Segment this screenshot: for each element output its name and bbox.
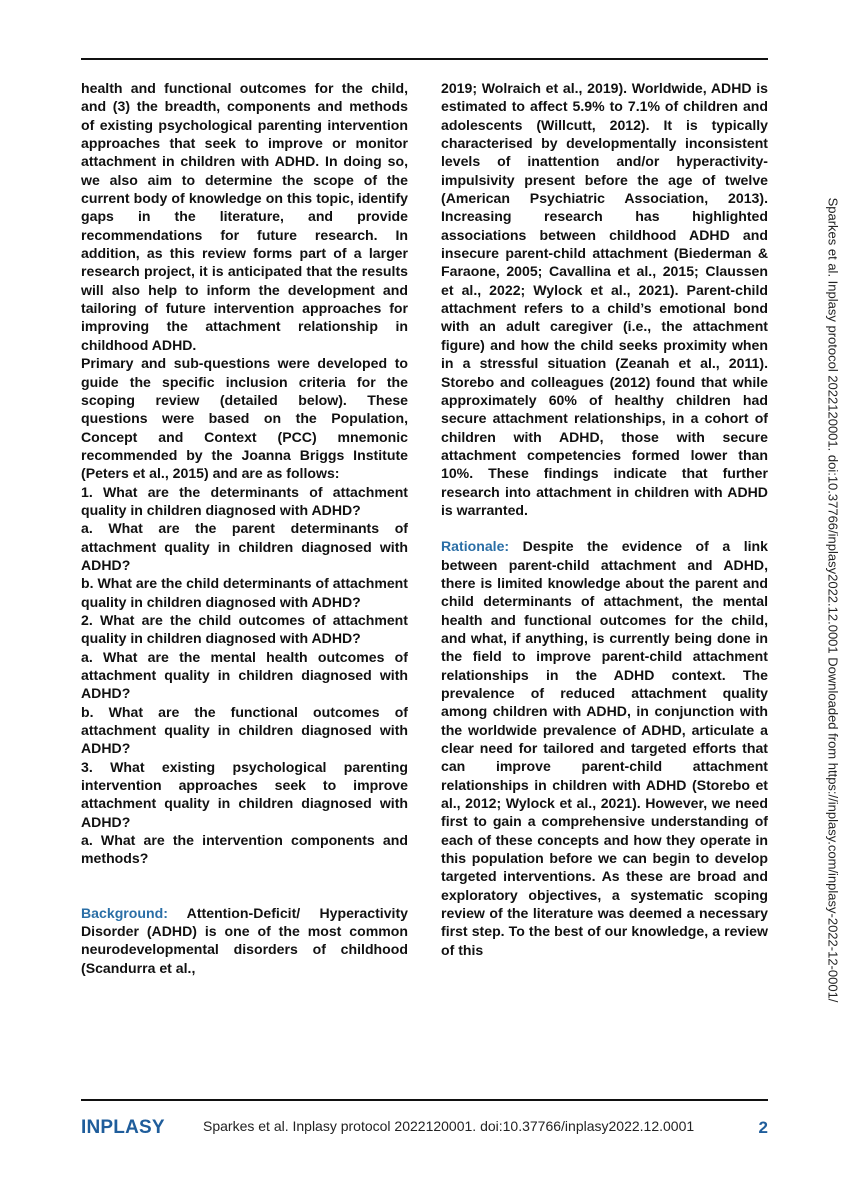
question-2a: a. What are the mental health outcomes of attachment quality in children diagnosed with ADHD?: [81, 648, 408, 702]
question-3a: a. What are the intervention components and methods?: [81, 832, 408, 867]
rationale-text: Despite the evidence of a link between parent-child attachment and ADHD, there is limited knowledge about the parent and child determinants of attachment, the mental health and functional outcomes for the child, and what, if anything, is currently being done in the field to improve parent-child attachment relationships in the ADHD context. The prevalence of reduced attachment quality among children with ADHD, in conjunction with the worldwide prevalence of ADHD, articulate a clear need for tailored and targeted efforts that can improve parent-child attachment relationships in children with ADHD (Storebo et al., 2012; Wylock et al., 2021). However, we need first to gain a comprehensive understanding of each of these concepts and how they operate in this population before we can begin to develop targeted interventions. As these are broad and exploratory objectives, a systematic scoping review of the literature was deemed a necessary first step. To the best of our knowledge, a review of this: [441, 538, 768, 958]
background-continued-paragraph: 2019; Wolraich et al., 2019). Worldwide, ADHD is estimated to affect 5.9% to 7.1% of children and adolescents (Willcutt, 2012). It is typically characterised by developmentally inconsistent levels of inattention and/or hyperactivity-impulsivity present before the age of twelve (American Psychiatric Association, 2013). Increasing research has highlighted associations between childhood ADHD and insecure parent-child attachment (Biederman & Faraone, 2005; Cavallina et al., 2015; Claussen et al., 2022; Wylock et al., 2021). Parent-child attachment refers to a child’s emotional bond with an adult caregiver (i.e., the attachment figure) and how the child seeks proximity when in a stressful situation (Zeanah et al., 2011). Storebo and colleagues (2012) found that while approximately 60% of healthy children had secure attachment relationships, in a cohort of children with ADHD, those with secure attachment competencies formed lower than 10%. These findings indicate that further research into attachment in children with ADHD is warranted.: [441, 80, 768, 518]
footer-citation: Sparkes et al. Inplasy protocol 2022120001. doi:10.37766/inplasy2022.12.0001: [203, 1118, 695, 1134]
inplasy-logo: INPLASY: [81, 1117, 165, 1138]
rationale-label: Rationale:: [441, 538, 510, 555]
question-2b: b. What are the functional outcomes of attachment quality in children diagnosed with ADHD?: [81, 703, 408, 757]
question-1: 1. What are the determinants of attachment quality in children diagnosed with ADHD?: [81, 483, 408, 518]
background-text: Attention-Deficit/ Hyperactivity Disorder (ADHD) is one of the most common neurodevelopmental disorders of childhood (Scandurra et al.,: [81, 904, 408, 976]
background-paragraph: [81, 904, 408, 977]
question-2: 2. What are the child outcomes of attachment quality in children diagnosed with ADHD?: [81, 611, 408, 647]
question-1a: a. What are the parent determinants of attachment quality in children diagnosed with ADHD?: [81, 520, 408, 573]
rationale-paragraph: [441, 537, 768, 959]
header-rule: [81, 58, 768, 60]
aims-paragraph: health and functional outcomes for the child, and (3) the breadth, components and methods of existing psychological parenting intervention approaches that seek to improve or monitor attachment in children with ADHD. In doing so, we also aim to determine the scope of the current body of knowledge on this topic, identify gaps in the literature, and provide recommendations for future research. In addition, as this review forms part of a larger research project, it is anticipated that the results will also help to inform the development and tailoring of future intervention approaches for improving the attachment relationship in childhood ADHD.: [81, 80, 408, 353]
right-column: [441, 79, 768, 959]
background-label: Background:: [81, 904, 168, 921]
sidebar-citation: Sparkes et al. Inplasy protocol 2022120001. doi:10.37766/inplasy2022.12.0001 Downloaded from https://inplasy.com/inplasy-2022-12-0001/: [825, 197, 841, 1003]
page-number: 2: [758, 1118, 768, 1137]
footer-rule: [81, 1099, 768, 1101]
left-column: [81, 79, 408, 977]
questions-intro-paragraph: Primary and sub-questions were developed to guide the specific inclusion criteria for the scoping review (detailed below). These questions were based on the Population, Concept and Context (PCC) mnemonic recommended by the Joanna Briggs Institute (Peters et al., 2015) and are as follows:: [81, 355, 408, 482]
question-3: 3. What existing psychological parenting intervention approaches seek to improve attachment quality in children diagnosed with ADHD?: [81, 758, 408, 830]
question-1b: b. What are the child determinants of attachment quality in children diagnosed with ADHD?: [81, 575, 408, 610]
